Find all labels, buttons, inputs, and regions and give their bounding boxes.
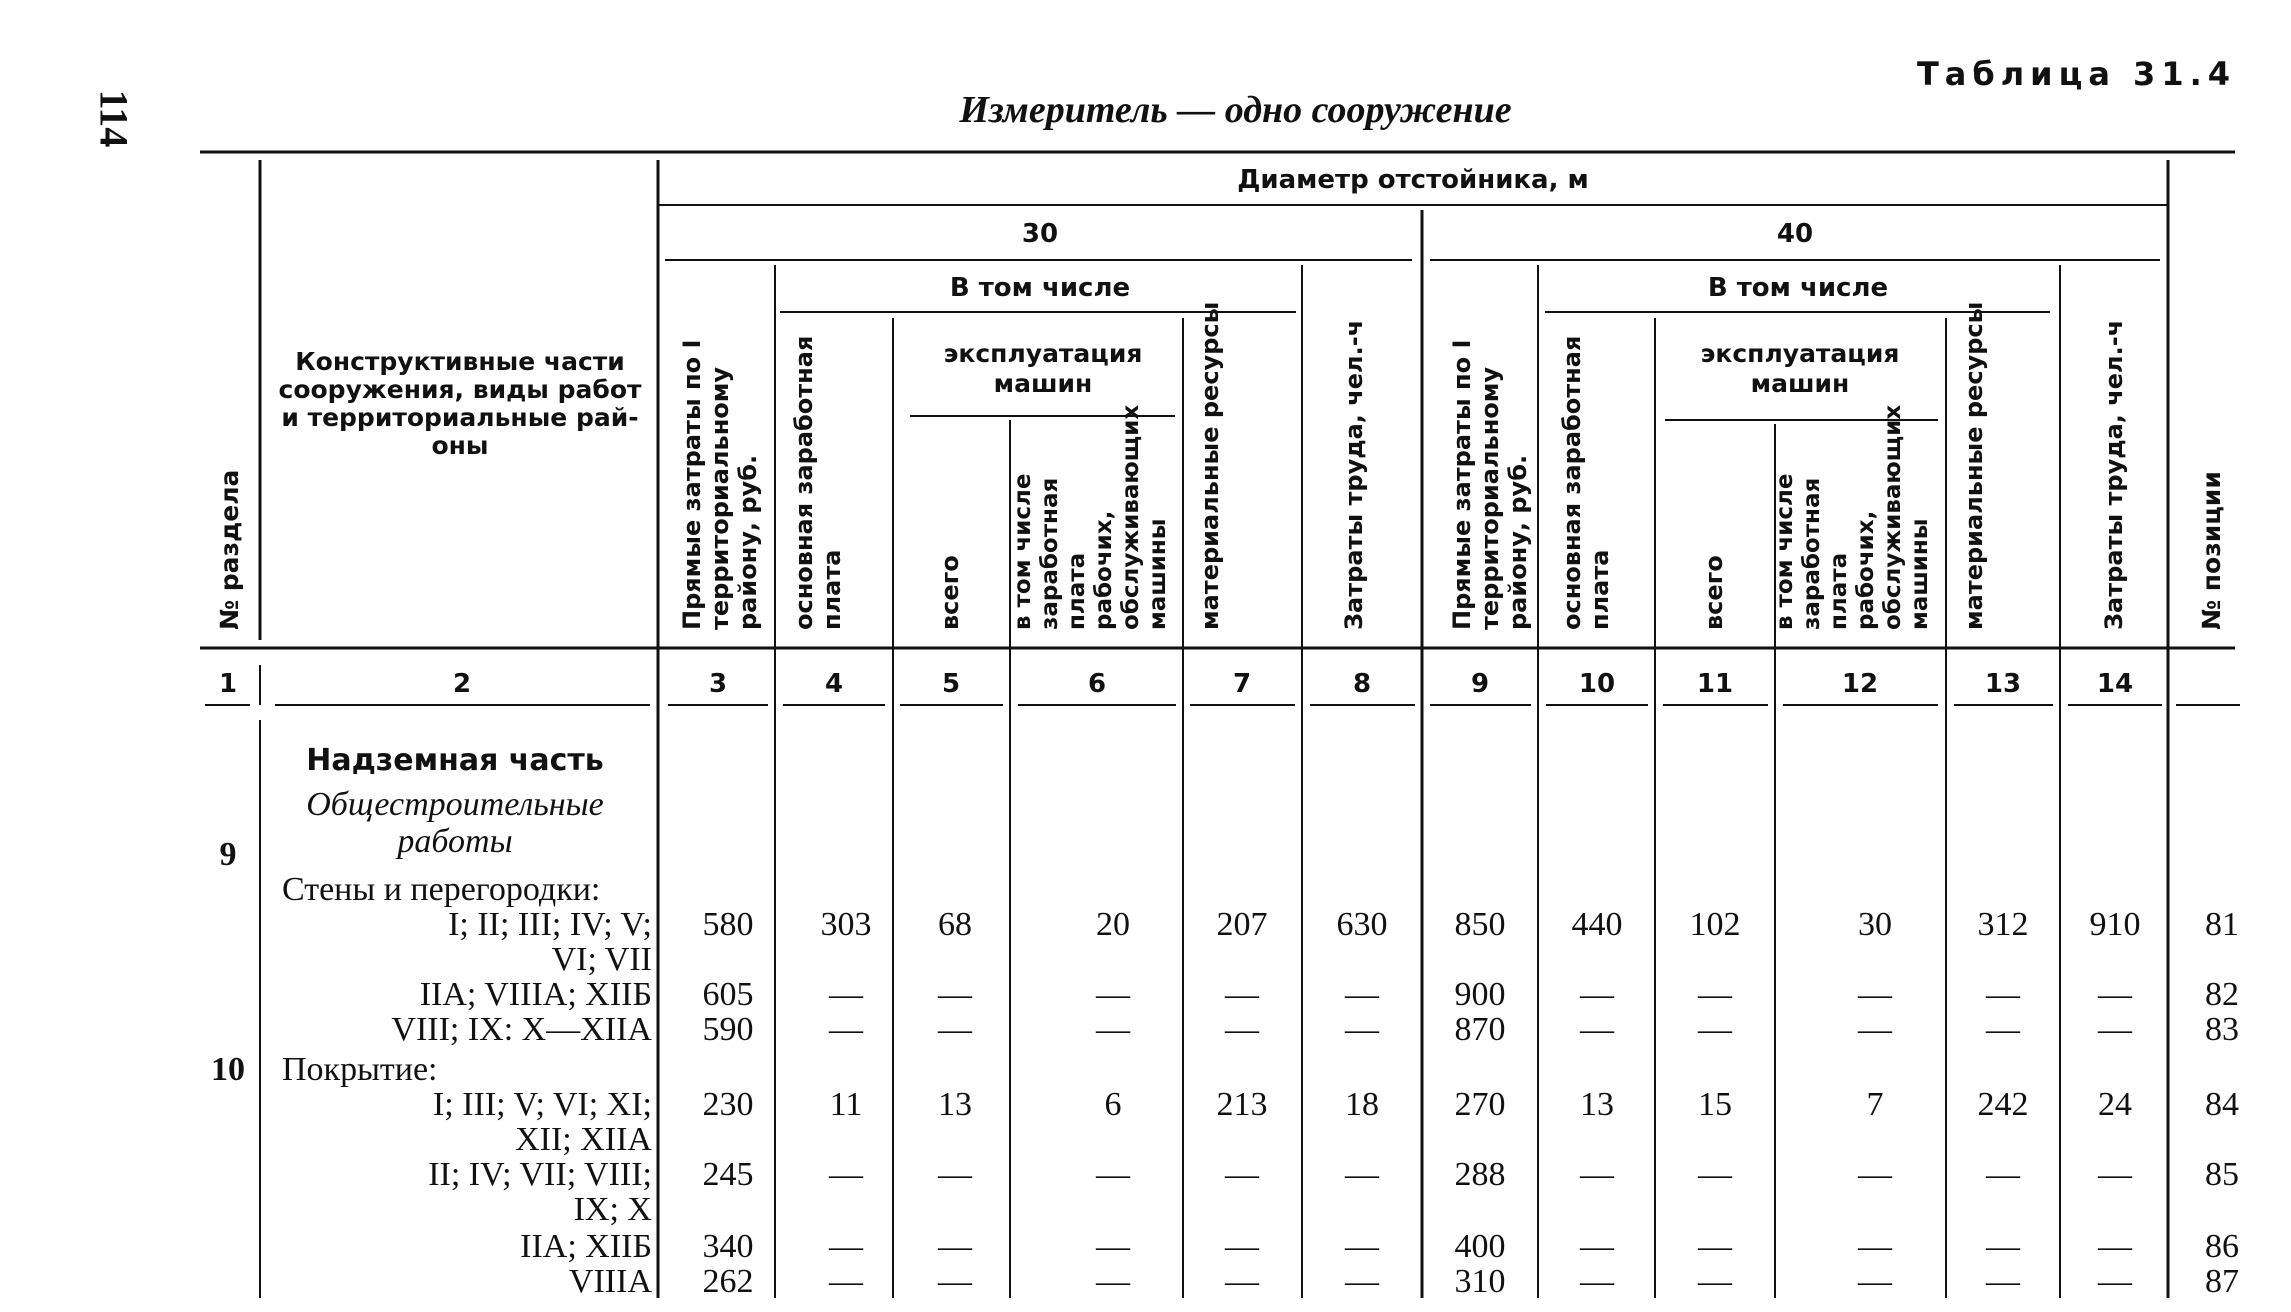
vertical-header-line: плата: [1064, 552, 1090, 630]
table-label: Таблица 31.4: [1916, 55, 2236, 93]
row-label: VIII; IX: X—XIIA: [391, 1011, 652, 1048]
table-header: [215, 165, 2226, 630]
group-general-works-2: работы: [397, 823, 513, 860]
column-number: 13: [1984, 669, 2022, 699]
header-in-that-40: В том числе: [1707, 273, 1889, 303]
table-cell: —: [1345, 1228, 1379, 1265]
position-number: 83: [2205, 1011, 2239, 1048]
table-cell: 102: [1689, 906, 1741, 943]
vertical-header-line: району, руб.: [734, 454, 762, 630]
table-cell: —: [1986, 1011, 2020, 1048]
table-cell: —: [1986, 1156, 2020, 1193]
exploitation-line-2: машин: [993, 369, 1093, 398]
table-cell: —: [1698, 1011, 1732, 1048]
table-cell: —: [1580, 1011, 1614, 1048]
table-cell: —: [1698, 976, 1732, 1013]
table-cell: —: [2098, 1228, 2132, 1265]
vertical-header-line: машины: [1907, 518, 1933, 630]
vertical-header-line: плата: [818, 549, 846, 630]
table-cell: 288: [1454, 1156, 1506, 1193]
table-cell: 13: [938, 1086, 972, 1123]
table-cell: —: [829, 1011, 863, 1048]
column-number: 5: [941, 669, 961, 699]
table-cell: —: [2098, 1011, 2132, 1048]
row-label: II; IV; VII; VIII;: [428, 1156, 652, 1193]
table-cell: —: [1858, 976, 1892, 1013]
column-numbers: [219, 669, 2133, 699]
table-cell: —: [1580, 1156, 1614, 1193]
vertical-header-line: обслуживающих: [1880, 404, 1906, 630]
position-number: 81: [2205, 906, 2239, 943]
exploitation-line-1: эксплуатация: [943, 339, 1143, 368]
table-cell: —: [1345, 1263, 1379, 1300]
column-number: 10: [1578, 669, 1616, 699]
position-number: 85: [2205, 1156, 2239, 1193]
table-cell: 270: [1454, 1086, 1506, 1123]
table-cell: —: [1225, 1263, 1259, 1300]
table-cell: —: [1698, 1228, 1732, 1265]
vertical-header-line: Затраты труда, чел.-ч: [2100, 319, 2128, 630]
table-cell: —: [829, 976, 863, 1013]
table-cell: 900: [1454, 976, 1506, 1013]
column-number: 2: [452, 669, 472, 699]
position-number: 86: [2205, 1228, 2239, 1265]
table-cell: 580: [702, 906, 754, 943]
header-exploitation-30: [944, 339, 1143, 398]
section-number: 10: [211, 1051, 245, 1088]
table-cell: —: [1096, 1156, 1130, 1193]
table-cell: —: [1225, 1156, 1259, 1193]
position-number: 82: [2205, 976, 2239, 1013]
vertical-header-line: основная заработная: [1558, 335, 1586, 630]
column-number: 14: [2096, 669, 2134, 699]
vertical-header-line: материальные ресурсы: [1196, 301, 1224, 630]
table-cell: —: [1096, 976, 1130, 1013]
parts-header-line: сооружения, виды работ: [278, 375, 642, 404]
table-cell: —: [938, 976, 972, 1013]
vertical-header-line: району, руб.: [1504, 454, 1532, 630]
column-number: 11: [1696, 669, 1734, 699]
column-number: 12: [1841, 669, 1879, 699]
row-label: VI; VII: [551, 941, 652, 978]
table-cell: 262: [702, 1263, 754, 1300]
column-number: 9: [1470, 669, 1490, 699]
table-cell: —: [1225, 1228, 1259, 1265]
vertical-header-line: всего: [936, 555, 964, 630]
vertical-header-line: плата: [1826, 552, 1852, 630]
column-number: 6: [1087, 669, 1107, 699]
table-cell: —: [938, 1011, 972, 1048]
table-cell: 605: [702, 976, 754, 1013]
table-cell: 590: [702, 1011, 754, 1048]
table-cell: —: [1580, 976, 1614, 1013]
vertical-header-line: основная заработная: [790, 335, 818, 630]
table-cell: —: [1096, 1011, 1130, 1048]
table-cell: 440: [1571, 906, 1623, 943]
table-cell: —: [1225, 1011, 1259, 1048]
table-cell: 6: [1104, 1086, 1122, 1123]
header-parts: [279, 347, 642, 460]
vertical-header-line: в том числе: [1772, 473, 1798, 630]
table-cell: —: [1580, 1263, 1614, 1300]
table-body: [211, 743, 2239, 1300]
table-cell: —: [1986, 1228, 2020, 1265]
column-number: 3: [708, 669, 728, 699]
table-cell: 245: [702, 1156, 754, 1193]
vertical-header-line: материальные ресурсы: [1960, 301, 1988, 630]
table-cell: —: [1096, 1263, 1130, 1300]
table-cell: —: [1698, 1263, 1732, 1300]
table-cell: —: [2098, 976, 2132, 1013]
table-cell: 340: [702, 1228, 754, 1265]
table-cell: 312: [1977, 906, 2029, 943]
vertical-header-line: Прямые затраты по I: [1448, 339, 1476, 630]
exploitation-line-2: машин: [1750, 369, 1850, 398]
table-cell: 230: [702, 1086, 754, 1123]
table-cell: 13: [1580, 1086, 1614, 1123]
table-cell: —: [1858, 1156, 1892, 1193]
table-cell: —: [2098, 1263, 2132, 1300]
table-cell: 15: [1698, 1086, 1732, 1123]
position-number: 87: [2205, 1263, 2239, 1300]
vertical-header-line: рабочих,: [1853, 510, 1879, 630]
table-cell: 850: [1454, 906, 1506, 943]
vertical-header-line: Затраты труда, чел.-ч: [1340, 319, 1368, 630]
vertical-header-line: Прямые затраты по I: [678, 339, 706, 630]
table-cell: —: [938, 1263, 972, 1300]
table-cell: —: [1225, 976, 1259, 1013]
table-cell: 11: [829, 1086, 863, 1123]
row-label: IIA; VIIIA; XIIБ: [419, 976, 652, 1013]
vertical-header-line: машины: [1145, 518, 1171, 630]
section-number: 9: [219, 836, 237, 873]
table-cell: 24: [2098, 1086, 2132, 1123]
group-general-works: Общестроительные: [306, 786, 604, 823]
row-group-label: Стены и перегородки:: [282, 871, 601, 908]
vertical-header-line: заработная: [1799, 477, 1825, 630]
exploitation-line-1: эксплуатация: [1700, 339, 1900, 368]
table-cell: —: [1345, 976, 1379, 1013]
table-cell: —: [829, 1156, 863, 1193]
vertical-header-line: рабочих,: [1091, 510, 1117, 630]
row-label: IX; X: [573, 1191, 652, 1228]
vertical-header-line: в том числе: [1010, 473, 1036, 630]
table-cell: —: [1698, 1156, 1732, 1193]
table-cell: 18: [1345, 1086, 1379, 1123]
column-number: 7: [1232, 669, 1252, 699]
table-cell: —: [1345, 1156, 1379, 1193]
column-number: 4: [824, 669, 844, 699]
header-d40: 40: [1776, 219, 1814, 249]
table-cell: —: [1986, 976, 2020, 1013]
table-cell: 310: [1454, 1263, 1506, 1300]
table-cell: —: [1345, 1011, 1379, 1048]
vertical-header-line: территориальному: [1476, 366, 1504, 630]
table-cell: 870: [1454, 1011, 1506, 1048]
header-d30: 30: [1021, 219, 1059, 249]
table-cell: 630: [1336, 906, 1388, 943]
measure-caption: Измеритель — одно сооружение: [959, 89, 1512, 131]
table-cell: 242: [1977, 1086, 2029, 1123]
parts-header-line: и территориальные рай-: [281, 403, 639, 432]
header-in-that-30: В том числе: [949, 273, 1131, 303]
table-cell: 910: [2089, 906, 2141, 943]
header-diameter: Диаметр отстойника, м: [1237, 165, 1589, 195]
table-cell: 68: [938, 906, 972, 943]
row-label: VIIIA: [568, 1263, 652, 1300]
vertical-header-line: территориальному: [706, 366, 734, 630]
header-exploitation-40: [1701, 339, 1900, 398]
table-cell: —: [1858, 1228, 1892, 1265]
table-cell: 303: [820, 906, 872, 943]
table-cell: —: [938, 1228, 972, 1265]
table-cell: —: [2098, 1156, 2132, 1193]
table-cell: —: [1858, 1011, 1892, 1048]
row-group-label: Покрытие:: [282, 1051, 438, 1088]
table-cell: —: [1580, 1228, 1614, 1265]
table-cell: —: [1986, 1263, 2020, 1300]
table-cell: —: [829, 1263, 863, 1300]
row-label: I; II; III; IV; V;: [448, 906, 652, 943]
parts-header-line: оны: [431, 431, 489, 460]
position-number: 84: [2205, 1086, 2239, 1123]
table-cell: 207: [1216, 906, 1268, 943]
table-cell: 30: [1858, 906, 1892, 943]
table-cell: 213: [1216, 1086, 1268, 1123]
column-number: 8: [1352, 669, 1372, 699]
row-label: IIA; XIIБ: [520, 1228, 652, 1265]
table-cell: 20: [1096, 906, 1130, 943]
vertical-header-line: № позиции: [2197, 471, 2226, 630]
group-above-ground: Надземная часть: [306, 743, 604, 778]
table-cell: —: [1858, 1263, 1892, 1300]
table-cell: —: [829, 1228, 863, 1265]
row-label: XII; XIIA: [515, 1121, 652, 1158]
vertical-header-line: обслуживающих: [1118, 404, 1144, 630]
row-label: I; III; V; VI; XI;: [432, 1086, 652, 1123]
page-number: 114: [91, 89, 137, 148]
table-cell: —: [1096, 1228, 1130, 1265]
column-number: 1: [218, 669, 238, 699]
table-cell: —: [938, 1156, 972, 1193]
table-cell: 400: [1454, 1228, 1506, 1265]
vertical-header-line: заработная: [1037, 477, 1063, 630]
table-cell: 7: [1866, 1086, 1884, 1123]
vertical-header-line: плата: [1586, 549, 1614, 630]
vertical-header-line: всего: [1700, 555, 1728, 630]
vertical-header-line: № раздела: [215, 469, 244, 630]
parts-header-line: Конструктивные части: [295, 347, 625, 376]
